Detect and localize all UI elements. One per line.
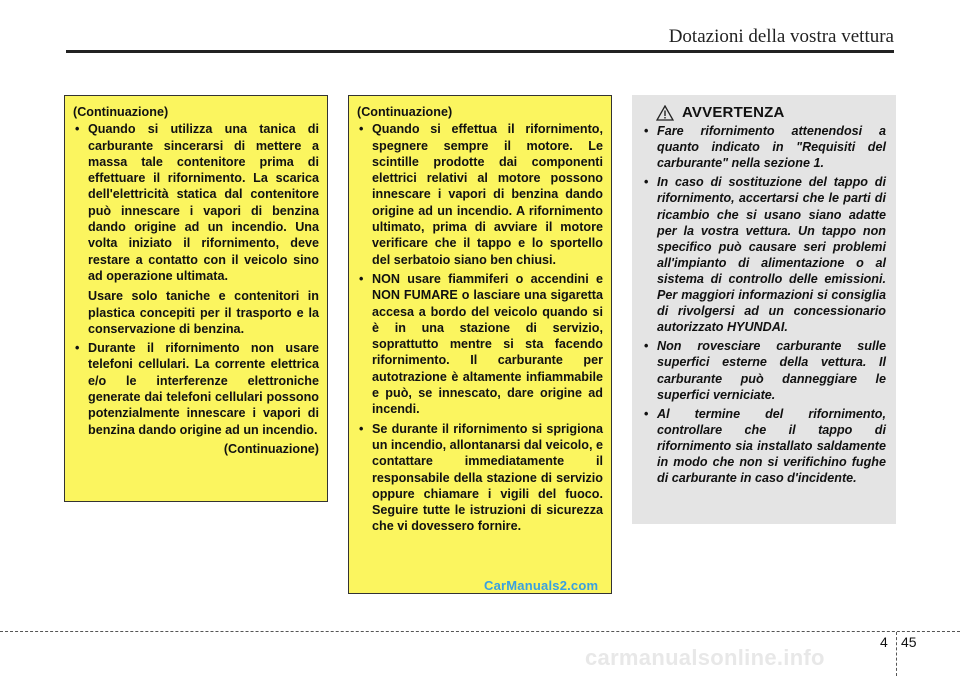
footer-separator [896, 632, 897, 676]
warning-item: • Fare rifornimento attenendosi a quanto indicato in "Requisiti del carburante" nella sezione 1. [642, 123, 886, 171]
header-rule [66, 50, 894, 53]
warning-header [642, 105, 886, 121]
note-box-left [64, 95, 328, 502]
warning-item: • Non rovesciare carburante sulle superfici esterne della vettura. Il carburante può danneggiare le superfici verniciate. [642, 338, 886, 402]
continuation-header: (Continuazione) [73, 105, 169, 119]
list-item: • Se durante il rifornimento si sprigiona un incendio, allontanarsi dal veicolo, e contattare immediatamente il responsabile della stazione di servizio oppure chiamare i vigili del fuoco. Seguire tutte le istruzioni di sicurezza che vi dovessero fornire. [357, 421, 603, 535]
paragraph: • Durante il rifornimento non usare telefoni cellulari. La corrente elettrica e/o le interferenze elettroniche generate dai telefoni cellulari possono potenzialmente innescare i vapori di benzina dando origine ad un incendio. [88, 341, 319, 437]
warning-item: • Al termine del rifornimento, controllare che il tappo di rifornimento sia installato saldamente in modo che non si verifichino fughe di carburante in caso d'incidente. [642, 406, 886, 486]
chapter-number: 4 [880, 634, 888, 650]
list-item [73, 121, 319, 337]
warning-triangle-icon [656, 105, 674, 121]
warning-box [632, 95, 896, 524]
list-item: • NON usare fiammiferi o accendini e NON FUMARE o lasciare una sigaretta accesa a bordo del veicolo quando si è in una stazione di servizio, soprattutto mentre si sta facendo rifornimento. Il carburante per autotrazione è altamente infiammabile e può, se innescato, dare origine ad incendi. [357, 271, 603, 418]
footer-rule [0, 631, 960, 632]
page-number: 45 [901, 634, 917, 650]
list-item: • Quando si effettua il rifornimento, spegnere sempre il motore. Le scintille prodotte dai componenti elettrici relativi al motore possono innescare i vapori di benzina dando origine ad un incendio. A rifornimento ultimato, prima di avviare il motore verificare che il tappo e lo sportello del serbatoio siano ben chiusi. [357, 121, 603, 268]
page-header-title: Dotazioni della vostra vettura [668, 26, 894, 47]
continuation-header: (Continuazione) [357, 105, 453, 119]
site-watermark: carmanualsonline.info [585, 645, 825, 670]
paragraph: Usare solo taniche e contenitori in plastica concepiti per il trasporto e la conservazione di benzina. [88, 289, 319, 336]
warning-title: AVVERTENZA [682, 104, 785, 121]
warning-item: • In caso di sostituzione del tappo di rifornimento, accertarsi che le parti di ricambio che si usano siano adatte per la vostra vettura. Un tappo non specifico può causare seri problemi all'impianto di alimentazione o al sistema di controllo delle emissioni. Per maggiori informazioni si consiglia di rivolgersi ad un concessionario autorizzato HYUNDAI. [642, 174, 886, 335]
continuation-footer: (Continuazione) [223, 441, 319, 456]
list-item [73, 340, 319, 438]
watermark-link[interactable]: CarManuals2.com [484, 578, 599, 593]
paragraph: • Quando si utilizza una tanica di carburante sincerarsi di mettere a massa tale contenitore prima di effettuare il rifornimento. La scarica dell'elettricità statica dal contenitore può innescare i vapori di benzina dando origine ad un incendio. Una volta iniziato il rifornimento, deve restare a contatto con il veicolo sino ad operazione ultimata. [88, 122, 319, 283]
note-box-middle [348, 95, 612, 594]
